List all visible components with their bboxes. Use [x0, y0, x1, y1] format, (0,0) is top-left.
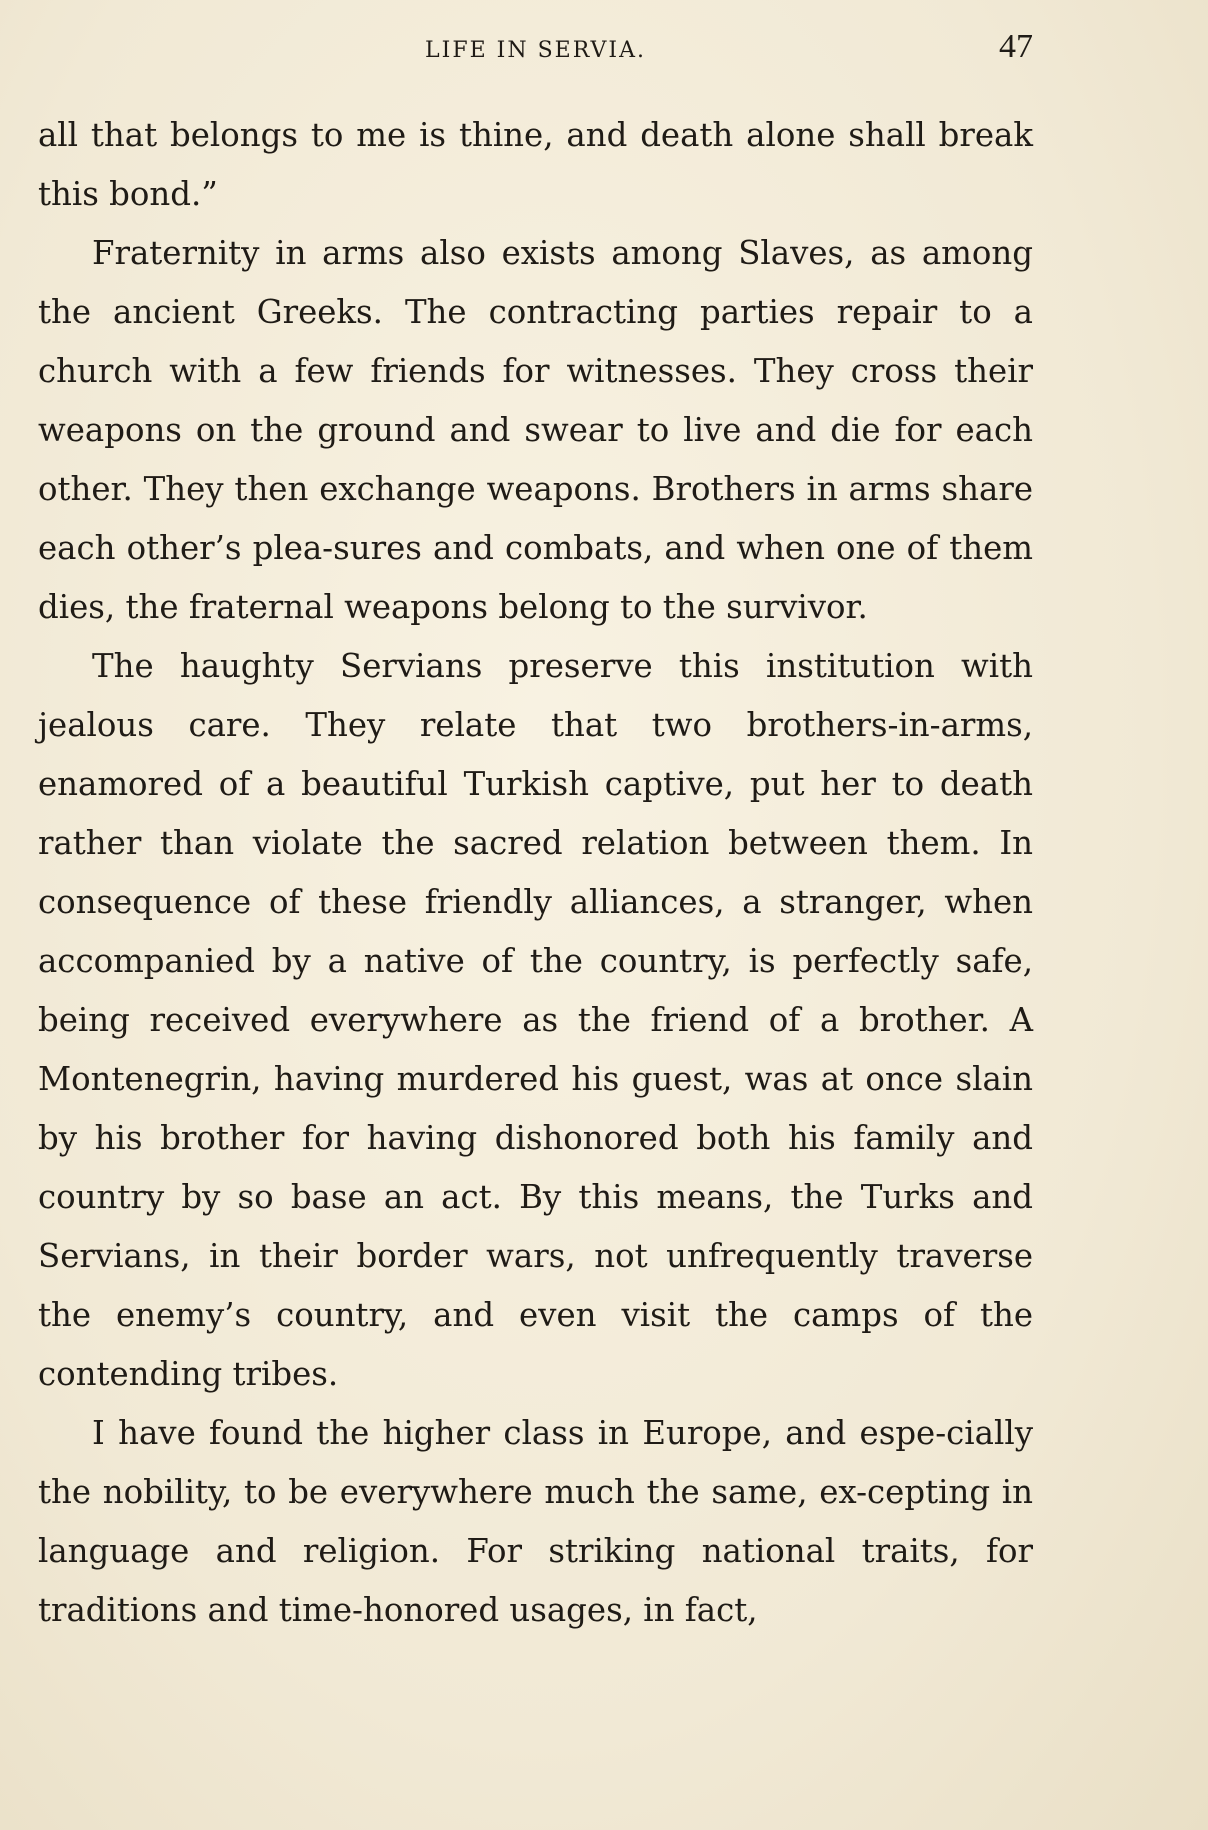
- paragraph-higher-class-europe: I have found the higher class in Europe, and espe-cially the nobility, to be everywhere much the same, ex-cepting in language and religion. For striking national traits, for traditions and time-honored usages, in fact,: [38, 1414, 1033, 1629]
- page-header: [38, 28, 1033, 68]
- page-number: 47: [999, 28, 1033, 65]
- paragraph-fraternity-in-arms: Fraternity in arms also exists among Slaves, as among the ancient Greeks. The contracting parties repair to a church with a few friends for witnesses. They cross their weapons on the ground and swear to live and die for each other. They then exchange weapons. Brothers in arms share each other’s plea-sures and combats, and when one of them dies, the fraternal weapons belong to the survivor.: [38, 234, 1033, 626]
- running-head: LIFE IN SERVIA.: [425, 38, 646, 63]
- paragraph-continuation: all that belongs to me is thine, and death alone shall break this bond.”: [38, 116, 1033, 213]
- body-text: [38, 106, 1033, 1640]
- paragraph-servians-institution: The haughty Servians preserve this institution with jealous care. They relate that two brothers-in-arms, enamored of a beautiful Turkish captive, put her to death rather than violate the sacred relation between them. In consequence of these friendly alliances, a stranger, when accompanied by a native of the country, is perfectly safe, being received everywhere as the friend of a brother. A Montenegrin, having murdered his guest, was at once slain by his brother for having dishonored both his family and country by so base an act. By this means, the Turks and Servians, in their border wars, not unfrequently traverse the enemy’s country, and even visit the camps of the contending tribes.: [38, 647, 1033, 1393]
